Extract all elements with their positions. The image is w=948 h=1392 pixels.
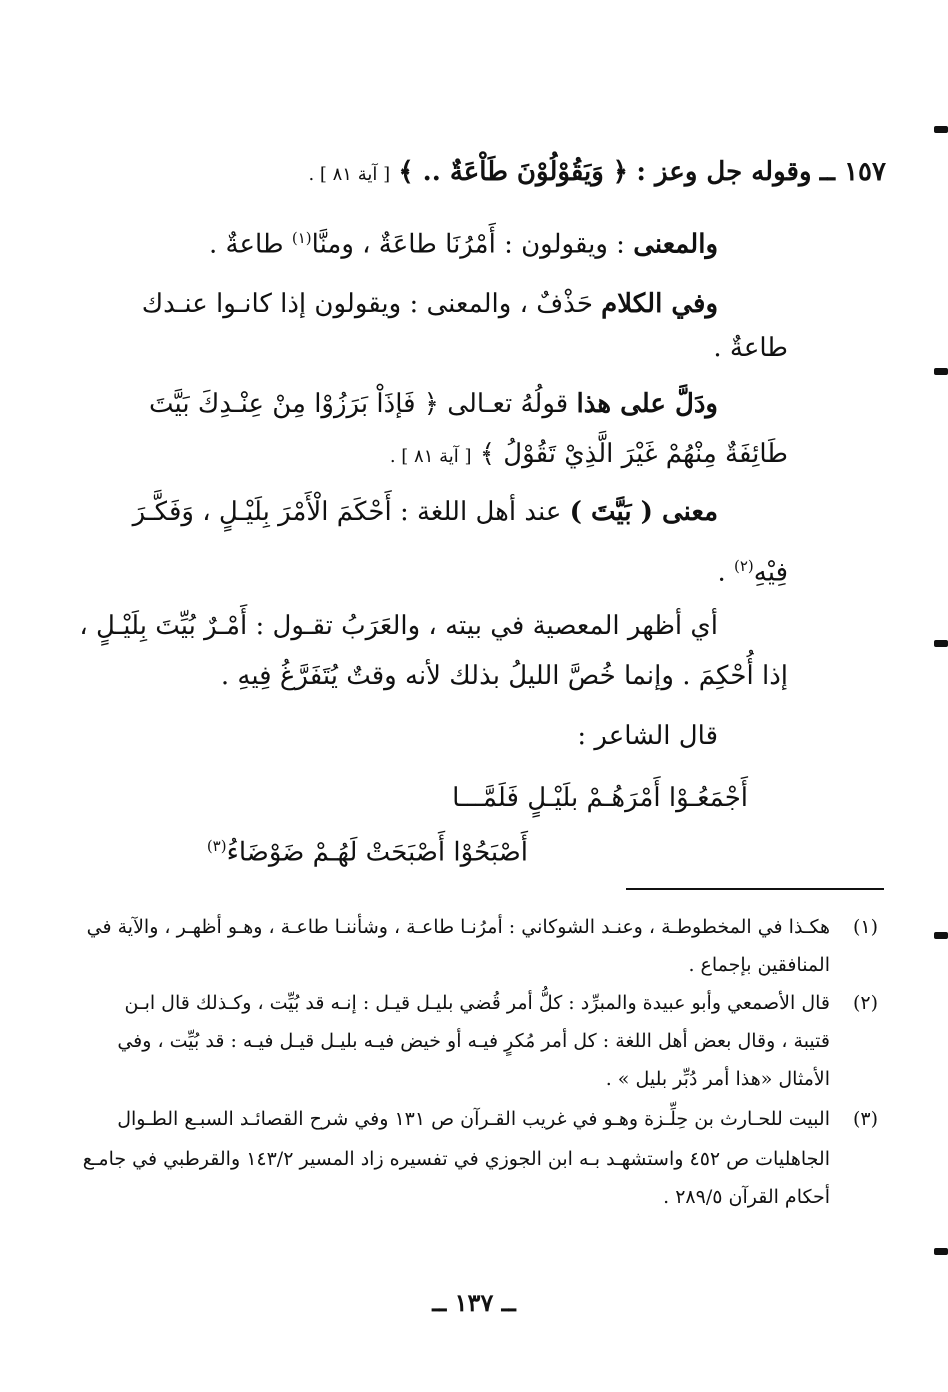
ellipsis-label: وفي الكلام xyxy=(601,289,718,319)
explain-line-1: أي أظهر المعصية في بيته ، والعَرَبُ تقـول : أَمْـرٌ بُيِّتَ بِلَيْـلٍ ، xyxy=(79,611,718,641)
footnote-line: البيت للحـارث بن حِلِّـزة وهـو في غريب القـرآن ص ١٣١ وفي شرح القصائـد السبـع الطـوال xyxy=(117,1108,830,1130)
footnote-line: هكـذا في المخطوطـة ، وعنـد الشوكاني : أمرُنـا طاعـة ، وشأننـا طاعـة ، وهـو أظهـر ، والآية في xyxy=(86,916,830,938)
scan-edge-mark xyxy=(934,932,948,939)
paragraph-number: ١٥٧ ــ xyxy=(819,157,886,187)
evidence-label: ودَلَّ على هذا xyxy=(576,389,718,419)
footnote-ref-2: (٢) xyxy=(734,557,754,575)
bayyata-label: معنى ( بَيَّتَ ) xyxy=(569,497,718,527)
scan-edge-mark xyxy=(934,640,948,647)
scan-edge-mark xyxy=(934,126,948,133)
bayyata-cont: فِيْهِ xyxy=(753,557,788,588)
scan-edge-mark xyxy=(934,368,948,375)
explain-line-2: إذا أُحْكِمَ . وإنما خُصَّ الليلُ بذلك لأنه وقتٌ يُتَفَرَّغُ فِيهِ . xyxy=(220,661,788,691)
meaning-label: والمعنى xyxy=(633,229,718,260)
meaning-text-end: طاعةٌ . xyxy=(208,229,284,260)
paragraph-157-line xyxy=(308,152,886,195)
verse-reference: [ آية ٨١ ] . xyxy=(308,164,391,185)
poem-verse-2 xyxy=(207,826,528,873)
footnote-divider xyxy=(626,888,884,890)
footnote-line: المنافقين بإجماع . xyxy=(688,954,830,976)
evidence-line-2 xyxy=(390,434,788,477)
bayyata-text: عند أهل اللغة : أَحْكَمَ الْأَمْرَ بِلَيْـلٍ ، وَفَكَّـرَ xyxy=(132,497,562,527)
evidence-text: قولُهُ تعـالى ﴿ فَإذَاْ بَرَزُوْا مِنْ عِنْـدِكَ بَيَّتَ xyxy=(149,389,569,419)
evidence-line-1 xyxy=(149,384,718,424)
footnote-line: قتيبة ، وقال بعض أهل اللغة : كل أمر مُكرٍ فيـه أو خيض فيـه بليـل قيـل فيـه : قد بُيِّت ، وفي xyxy=(117,1030,830,1052)
ellipsis-line-2: طاعةٌ . xyxy=(713,333,788,363)
footnote-ref-3: (٣) xyxy=(206,837,227,855)
bayyata-line-2 xyxy=(717,546,788,593)
verse-reference: [ آية ٨١ ] . xyxy=(389,446,472,467)
bayyata-cont-end: . xyxy=(717,557,726,588)
paragraph-lead: وقوله جل وعز : xyxy=(636,157,812,187)
footnote-line: أحكام القرآن ٢٨٩/٥ . xyxy=(663,1186,830,1208)
footnote-ref-1: (١) xyxy=(291,229,312,247)
footnote-line: الجاهليات ص ٤٥٢ واستشهـد بـه ابن الجوزي في تفسيره زاد المسير ١٤٣/٢ والقرطبي في جامـع xyxy=(82,1148,830,1170)
ellipsis-line-1 xyxy=(142,284,718,324)
footnote-number: (١) xyxy=(852,916,878,938)
quran-verse: ﴿ وَيَقُوْلُوْنَ طَاْعَةٌ .. ﴾ xyxy=(398,157,629,187)
poem-verse-1: أَجْمَعُـوْا أَمْرَهُـمْ بلَيْـلٍ فَلَمَّـــا xyxy=(452,783,748,813)
footnote-line: الأمثال «هذا أمر دُبِّر بليل » . xyxy=(605,1068,830,1090)
meaning-line xyxy=(209,218,718,265)
ellipsis-text: حَذْفٌ ، والمعنى : ويقولون إذا كانـوا عنـدك xyxy=(141,289,593,319)
footnote-number: (٢) xyxy=(852,992,878,1014)
poem-verse-2-text: أَصْبَحُوْا أَصْبَحَتْ لَهُـمْ ضَوْضَاءُ xyxy=(226,837,528,868)
bayyata-line-1 xyxy=(133,492,718,532)
poet-label: قال الشاعر : xyxy=(577,721,718,751)
footnote-line: قال الأصمعي وأبو عبيدة والمبرِّد : كلُّ أمر قُضي بليـل قيـل : إنـه قد بُيِّت ، وكـذلك قال ابـن xyxy=(124,992,830,1014)
meaning-text: : ويقولون : أَمْرُنَا طاعَةٌ ، ومنَّا xyxy=(311,229,625,260)
evidence-verse-cont: طَائِفَةٌ مِنْهُمْ غَيْرَ الَّذِيْ تَقُوْلُ ﴾ xyxy=(479,439,788,469)
scan-edge-mark xyxy=(934,1248,948,1255)
page-number: ــ ١٣٧ ــ xyxy=(432,1288,516,1317)
footnote-number: (٣) xyxy=(852,1108,878,1130)
